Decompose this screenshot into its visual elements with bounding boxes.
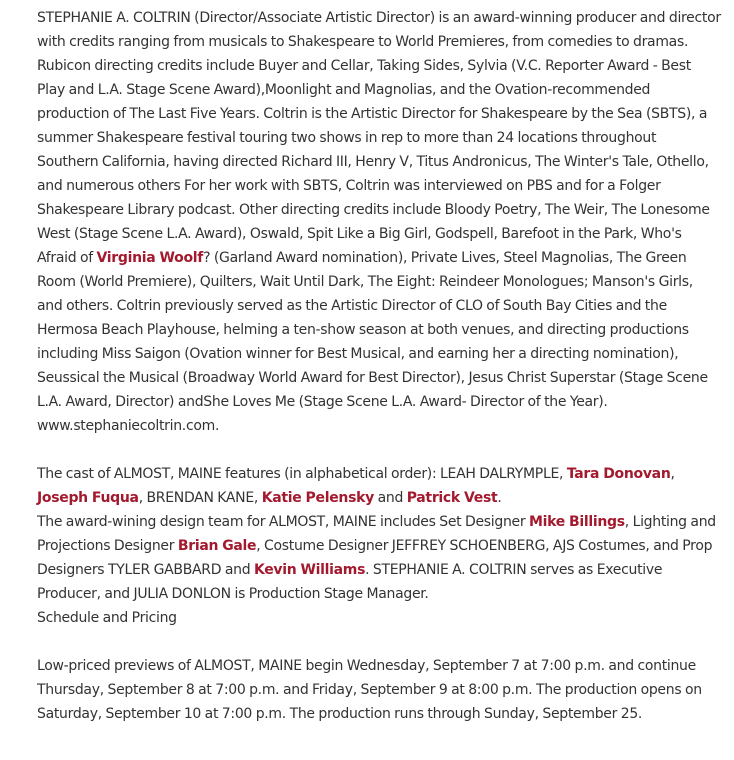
cast-end: . — [497, 490, 502, 506]
design-paragraph — [37, 510, 721, 606]
link-kevin-williams[interactable]: Kevin Williams — [253, 562, 366, 578]
cast-paragraph — [37, 462, 721, 510]
link-tara-donovan[interactable]: Tara Donovan — [566, 466, 671, 482]
link-joseph-fuqua[interactable]: Joseph Fuqua — [37, 490, 139, 506]
cast-separator: , — [670, 466, 675, 482]
cast-middle-text: , BRENDAN KANE, — [138, 490, 262, 506]
bio-text-2: ? (Garland Award nomination), Private Lives, Steel Magnolias, The Green Room (World Premiere), Quilters, Wait Until Dark, The Eight: Reindeer Monologues; Manson's Girls, and others. Coltrin previously served as the Artistic Director of CLO of South Bay Cities and the Hermosa Beach Playhouse, helming a ten-show season at both venues, and directing productions including Miss Saigon (Ovation winner for Best Musical, and earning her a directing nomination), Seussical the Musical (Broadway World Award for Best Director), Jesus Christ Superstar (Stage Scene L.A. Award, Director) andShe Loves Me (Stage Scene L.A. Award- Director of the Year). www.stephaniecoltrin.com. — [37, 250, 708, 434]
paragraph-gap — [37, 630, 721, 654]
design-text-3: , Costume Designer JEFFREY SCHOENBERG, AJS Costumes, and Prop Designers TYLER GABBARD and — [37, 538, 713, 578]
paragraph-gap — [37, 438, 721, 462]
link-virginia-woolf[interactable]: Virginia Woolf — [96, 250, 204, 266]
cast-intro: The cast of ALMOST, MAINE features (in alphabetical order): LEAH DALRYMPLE, — [37, 466, 567, 482]
link-patrick-vest[interactable]: Patrick Vest — [406, 490, 498, 506]
design-intro: The award-wining design team for ALMOST, MAINE includes Set Designer — [37, 514, 529, 530]
link-mike-billings[interactable]: Mike Billings — [528, 514, 625, 530]
link-brian-gale[interactable]: Brian Gale — [177, 538, 257, 554]
schedule-heading: Schedule and Pricing — [37, 610, 177, 626]
bio-paragraph — [37, 6, 721, 438]
design-text-2: , Lighting and Projections Designer — [37, 514, 716, 554]
article-body — [37, 6, 721, 726]
cast-and-text: and — [373, 490, 407, 506]
bio-text-1: STEPHANIE A. COLTRIN (Director/Associate Artistic Director) is an award-winning producer and director with credits ranging from musicals to Shakespeare to World Premieres, from comedies to dramas. Rubicon directing credits include Buyer and Cellar, Taking Sides, Sylvia (V.C. Reporter Award - Best Play and L.A. Stage Scene Award),Moonlight and Magnolias, and the Ovation-recommended production of The Last Five Years. Coltrin is the Artistic Director for Shakespeare by the Sea (SBTS), a summer Shakespeare festival touring two shows in rep to more than 24 locations throughout Southern California, having directed Richard III, Henry V, Titus Andronicus, The Winter's Tale, Othello, and numerous others For her work with SBTS, Coltrin was interviewed on PBS and for a Folger Shakespeare Library podcast. Other directing credits include Bloody Poetry, The Weir, The Lonesome West (Stage Scene L.A. Award), Oswald, Spit Like a Big Girl, Godspell, Barefoot in the Park, Who's Afraid of — [37, 10, 721, 266]
schedule-paragraph: Low-priced previews of ALMOST, MAINE begin Wednesday, September 7 at 7:00 p.m. and continue Thursday, September 8 at 7:00 p.m. and Friday, September 9 at 8:00 p.m. The production opens on Saturday, September 10 at 7:00 p.m. The production runs through Sunday, September 25. — [37, 658, 702, 722]
link-katie-pelensky[interactable]: Katie Pelensky — [261, 490, 374, 506]
design-text-4: . STEPHANIE A. COLTRIN serves as Executive Producer, and JULIA DONLON is Production Stage Manager. — [37, 562, 663, 602]
